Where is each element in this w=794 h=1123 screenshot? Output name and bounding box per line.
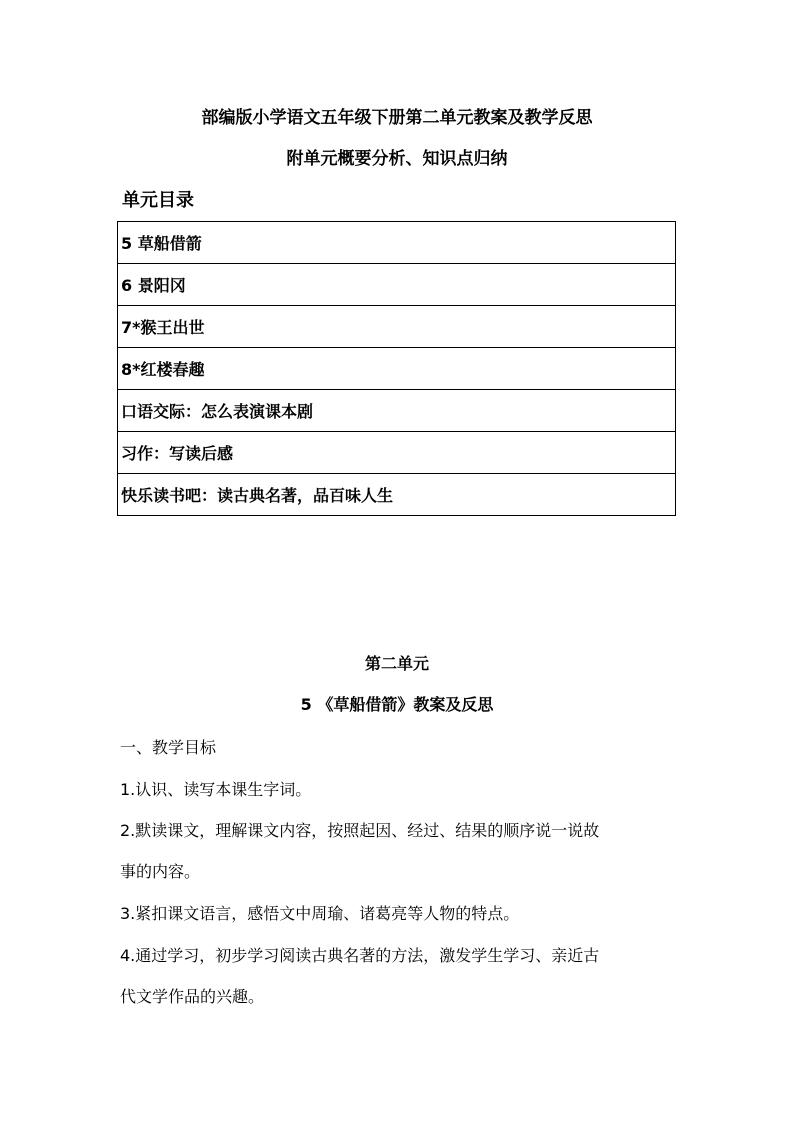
goal-line: 3.紧扣课文语言，感悟文中周瑜、诸葛亮等人物的特点。	[120, 904, 520, 923]
toc-item: 7*猴王出世	[118, 306, 676, 348]
toc-item: 快乐读书吧：读古典名著，品百味人生	[118, 474, 676, 516]
table-row	[118, 474, 676, 516]
goal-line: 1.认识、读写本课生字词。	[120, 780, 312, 799]
toc-item: 6 景阳冈	[118, 264, 676, 306]
table-row	[118, 432, 676, 474]
table-row	[118, 348, 676, 390]
document-title: 部编版小学语文五年级下册第二单元教案及教学反思	[201, 108, 593, 128]
unit-title: 第二单元	[364, 654, 429, 673]
toc-item: 5 草船借箭	[118, 222, 676, 264]
table-row	[118, 264, 676, 306]
goal-line: 事的内容。	[120, 862, 201, 881]
goal-line: 代文学作品的兴趣。	[120, 987, 265, 1006]
table-row	[118, 306, 676, 348]
lesson-title: 5 《草船借箭》教案及反思	[300, 695, 494, 714]
toc-item: 8*红楼春趣	[118, 348, 676, 390]
toc-heading: 单元目录	[122, 190, 194, 211]
goal-line: 2.默读课文，理解课文内容，按照起因、经过、结果的顺序说一说故	[120, 821, 600, 840]
toc-table	[117, 221, 676, 516]
table-row	[118, 222, 676, 264]
toc-item: 口语交际：怎么表演课本剧	[118, 390, 676, 432]
table-row	[118, 390, 676, 432]
goal-line: 4.通过学习，初步学习阅读古典名著的方法，激发学生学习、亲近古	[120, 946, 600, 965]
section-heading: 一、教学目标	[120, 738, 217, 757]
toc-item: 习作：写读后感	[118, 432, 676, 474]
document-subtitle: 附单元概要分析、知识点归纳	[286, 149, 508, 169]
